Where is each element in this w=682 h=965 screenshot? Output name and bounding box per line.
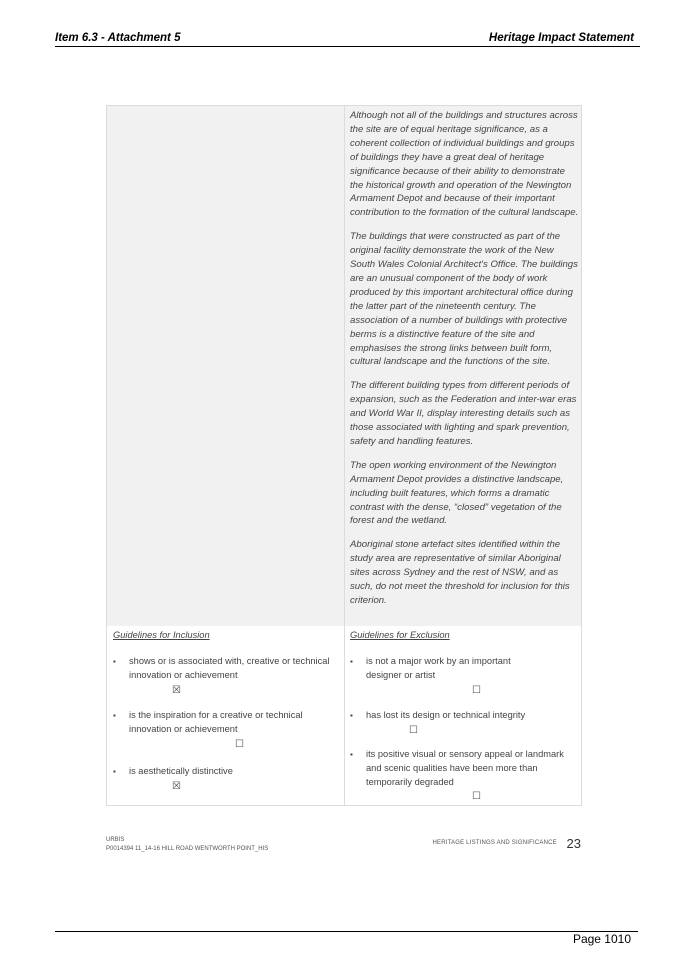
inclusion-item [113,655,341,697]
footer-left [106,836,268,854]
header-item-label: Item 6.3 - Attachment 5 [55,32,181,44]
bullet-icon: ▪ [113,657,116,666]
page-header [55,31,640,47]
inclusion-item-text: shows or is associated with, creative or technical innovation or achievement [129,656,330,680]
criterion-paragraph: The open working environment of the Newington Armament Depot provides a distinctive landscape, including built features, which forms a dramatic contrast with the dense, “closed” vegetation of the forest and the wetland. [350,459,564,527]
bullet-icon: ▪ [350,749,353,759]
exclusion-item [350,709,578,737]
bottom-rule [55,931,638,932]
footer-company: URBIS [106,837,125,843]
column-divider [344,106,345,805]
significance-table [106,105,582,806]
footer-doc-page: 23 [566,836,581,851]
unchecked-checkbox-icon: ☐ [472,684,481,696]
bullet-icon: ▪ [350,710,353,720]
footer-reference: P0014394 11_14-16 HILL ROAD WENTWORTH POINT_HIS [106,846,269,852]
bullet-icon: ▪ [350,657,353,666]
bullet-icon: ▪ [113,710,116,720]
header-document-title: Heritage Impact Statement [488,32,634,44]
inclusion-guidelines [113,630,341,804]
exclusion-item [350,748,578,804]
footer-section: HERITAGE LISTINGS AND SIGNIFICANCE [432,840,557,846]
exclusion-item [350,655,578,697]
exclusion-item-text: is not a major work by an important designer or artist [366,656,511,680]
criterion-paragraph: Aboriginal stone artefact sites identified within the study area are representative of similar Aboriginal sites across Sydney and the rest of NSW, and as such, do not meet the threshold for inclusion for this criterion. [350,539,570,606]
unchecked-checkbox-icon: ☐ [472,791,481,803]
criterion-paragraph: The buildings that were constructed as part of the original facility demonstrate the work of the New South Wales Colonial Architect's Office. The buildings are an unusual component of the body of work produced by this important architectural office during the latter part of the nineteenth century. The association of a number of buildings with protective berms is a distinctive feature of the site and emphasises the strong links between built form, cultural landscape and the functions of the site. [350,231,578,368]
exclusion-heading: Guidelines for Exclusion [350,630,450,640]
criterion-discussion [350,109,580,618]
bullet-icon: ▪ [113,766,116,776]
unchecked-checkbox-icon: ☐ [409,724,418,736]
inclusion-heading: Guidelines for Inclusion [113,630,210,640]
unchecked-checkbox-icon: ☐ [235,738,244,750]
inclusion-item [113,765,341,793]
page-number: Page 1010 [572,932,631,946]
footer-right [432,836,581,851]
inclusion-item-text: is aesthetically distinctive [129,765,233,776]
inclusion-item-text: is the inspiration for a creative or technical innovation or achievement [129,709,303,734]
inclusion-item [113,709,341,751]
criterion-paragraph: The different building types from different periods of expansion, such as the Federation and inter-war eras and World War II, display interesting details such as those associated with lighting and spark prevention, safety and handling features. [350,380,577,447]
exclusion-guidelines [350,630,578,814]
checked-checkbox-icon: ☒ [172,780,181,792]
exclusion-item-text: its positive visual or sensory appeal or landmark and scenic qualities have been more than temporarily degraded [366,748,564,787]
criterion-paragraph: Although not all of the buildings and structures across the site are of equal heritage significance, as a coherent collection of individual buildings and groups of buildings they have a great deal of heritage significance because of their ability to demonstrate the historical growth and operation of the Newington Armament Depot and because of their important contribution to the formation of the cultural landscape. [350,110,579,219]
exclusion-item-text: has lost its design or technical integrity [366,709,526,720]
checked-checkbox-icon: ☒ [172,684,181,696]
